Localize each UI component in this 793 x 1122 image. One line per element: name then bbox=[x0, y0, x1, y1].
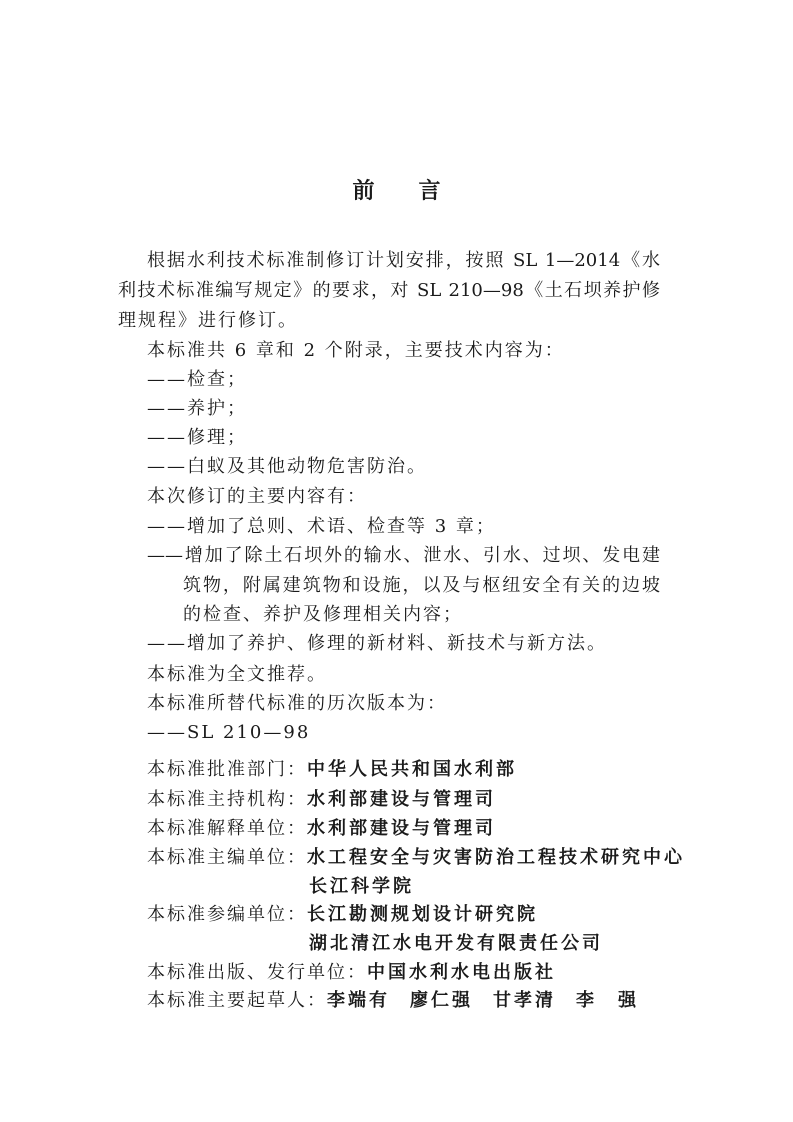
list-item: ——增加了养护、修理的新材料、新技术与新方法。 bbox=[147, 633, 607, 654]
info-value: 中华人民共和国水利部 bbox=[307, 759, 517, 780]
info-row bbox=[147, 788, 496, 812]
paragraph-line: 根据水利技术标准制修订计划安排，按照 SL 1—2014《水 bbox=[147, 250, 660, 271]
list-item: ——增加了除土石坝外的输水、泄水、引水、过坝、发电建 bbox=[147, 545, 660, 566]
info-value: 长江勘测规划设计研究院 bbox=[307, 904, 538, 925]
info-value: 中国水利水电出版社 bbox=[367, 962, 556, 983]
list-item: ——养护； bbox=[147, 398, 247, 419]
info-label: 本标准出版、发行单位： bbox=[147, 962, 367, 983]
paragraph-line: 理规程》进行修订。 bbox=[118, 310, 298, 331]
list-item: ——修理； bbox=[147, 427, 247, 448]
info-label: 本标准主编单位： bbox=[147, 847, 307, 868]
paragraph-line: 利技术标准编写规定》的要求，对 SL 210—98《土石坝养护修 bbox=[118, 280, 660, 301]
drafter-name: 甘孝清 bbox=[493, 990, 556, 1011]
paragraph: 本次修订的主要内容有： bbox=[147, 486, 367, 507]
info-label: 本标准主要起草人： bbox=[147, 990, 327, 1011]
page-title: 前言 bbox=[352, 179, 485, 204]
drafter-name: 廖仁强 bbox=[410, 990, 473, 1011]
drafter-name: 李端有 bbox=[327, 990, 390, 1011]
info-row bbox=[147, 961, 556, 985]
info-row bbox=[147, 758, 517, 782]
paragraph: 本标准所替代标准的历次版本为： bbox=[147, 693, 447, 714]
list-item-continuation: 的检查、养护及修理相关内容； bbox=[183, 604, 463, 625]
info-row bbox=[147, 846, 685, 870]
list-item: ——检查； bbox=[147, 369, 247, 390]
info-value: 水工程安全与灾害防治工程技术研究中心 bbox=[307, 847, 685, 868]
info-value: 水利部建设与管理司 bbox=[307, 818, 496, 839]
info-value: 水利部建设与管理司 bbox=[307, 789, 496, 810]
info-label: 本标准主持机构： bbox=[147, 789, 307, 810]
info-value: 长江科学院 bbox=[309, 876, 414, 897]
list-item: ——增加了总则、术语、检查等 3 章； bbox=[147, 516, 496, 537]
info-value: 湖北清江水电开发有限责任公司 bbox=[309, 933, 603, 954]
info-label: 本标准批准部门： bbox=[147, 759, 307, 780]
list-item-continuation: 筑物，附属建筑物和设施，以及与枢纽安全有关的边坡 bbox=[183, 575, 660, 596]
info-label: 本标准参编单位： bbox=[147, 904, 307, 925]
paragraph: 本标准为全文推荐。 bbox=[147, 664, 327, 685]
info-row bbox=[147, 989, 639, 1013]
info-label: 本标准解释单位： bbox=[147, 818, 307, 839]
info-row bbox=[147, 903, 538, 927]
info-row bbox=[147, 817, 496, 841]
list-item: ——白蚁及其他动物危害防治。 bbox=[147, 456, 427, 477]
drafter-name: 李 强 bbox=[576, 990, 639, 1011]
paragraph: 本标准共 6 章和 2 个附录，主要技术内容为： bbox=[147, 340, 565, 361]
list-item: ——SL 210—98 bbox=[147, 722, 311, 743]
